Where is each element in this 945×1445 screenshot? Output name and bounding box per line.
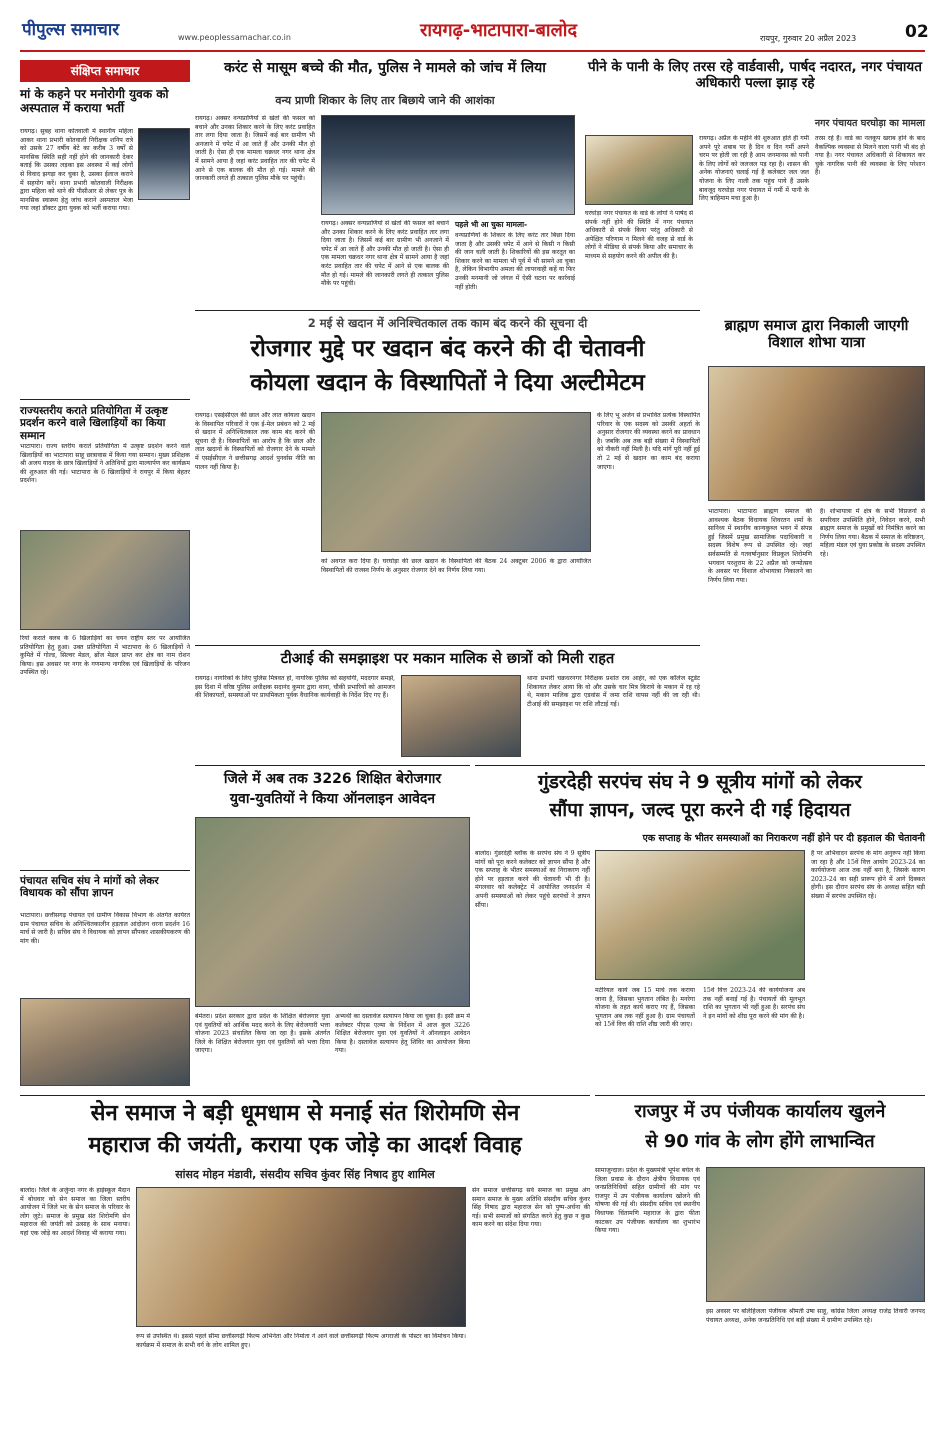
story4-body: रायगढ़। अक्सर वन्यप्राणियों से खेतों की फसल को बचाने और उनका शिकार करने के लिए करंट प्रवाहित तार लगा दिया जाता है। जिसमें कई बार ग्रामीण भी अनजाने में चपेट में आ जाते हैं और उनकी मौत हो जाती है। ऐसा ही एक मामला चक्रधर नगर थाना क्षेत्र में सामने आया है जहां करंट प्रवाहित तार की चपेट में आने से एक बालक की मौत हो गई। मामले की जानकारी लगते ही तत्काल पुलिस मौके पर पहुंची। [195,115,315,183]
masthead-rule [20,50,925,52]
divider [195,310,700,311]
story7-body: भाटापारा। भाटापारा ब्राह्मण समाज की आवश्यक बैठक विधायक शिवरतन शर्मा के सानिध्य में स्थानीय कान्यकुब्ज भवन में संपन्न हुई जिसमें प्रमुख सामाजिक पदाधिकारी व सदस्य विशेष रूप से उपस्थित रहे। जहां सर्वसम्मति से गतवर्षानुसार विप्रकुल शिरोमणि भगवान परशुराम के 22 अप्रैल को जन्मोत्सव के अवसर पर विशाल शोभायात्रा निकालने का निर्णय लिया गया। [708,508,812,584]
story6-photo [321,412,591,552]
story7-body2: है। शोभायात्रा में क्षेत्र के सभी विप्रजनों से सपरिवार उपस्थिति होने, निवेदन करने, सभी ब्राह्मण समाज के प्रमुखों को निमंत्रित करने का निर्णय लिया गया। बैठक में समाज के वरिष्ठजन, महिला मंडल एवं युवा प्रकोष्ठ के सदस्य उपस्थित रहे। [820,508,925,558]
divider [20,870,190,871]
story-water-shortage [585,60,925,305]
divider [195,765,470,766]
story10-title-line1: गुंडरदेही सरपंच संघ ने 9 सूत्रीय मांगों को लेकर [538,771,862,793]
story8-body: रायगढ़। नागरिकों के लिए पुलिस मित्रवत हो, नागरिक पुलिस को सहयोगी, मददगार समझें, इस दिशा में वरिष्ठ पुलिस अधीक्षक सदानंद कुमार द्वारा थाना, चौकी प्रभारियों को आमजन की शिकायतों, समस्याओं पर प्राथमिकता पूर्वक वैधानिक कार्यवाही के निर्देश दिए गए हैं। [195,675,395,700]
brief-story2-photo [20,530,190,630]
website-url[interactable]: www.peoplessamachar.co.in [178,33,291,42]
story4-title: करंट से मासूम बच्चे की मौत, पुलिस ने मामले को जांच में लिया [224,60,546,76]
story5-body3: तरस रहे हैं। वार्ड का नलकूप खराब होने के बाद वैकल्पिक व्यवस्था से मिलने वाला पानी भी बंद हो गया है। नगर पंचायत अधिकारी से शिकायत कर चुके नागरिक पानी की व्यवस्था के लिए परेशान हैं। [815,135,925,177]
divider [195,645,700,646]
story6-title-line1: रोजगार मुद्दे पर खदान बंद करने की दी चेतावनी [250,336,645,362]
story-rajpur-office [595,1095,925,1435]
story12-body2: इस अवसर पर बलिहिजला पंजीयक श्रीमती उषा साहू, कांग्रेस जिला अध्यक्ष राजेंद्र तिवारी जनपद पंचायत अध्यक्ष, अनेक जनप्रतिनिधि एवं बड़ी संख्या में ग्रामीण उपस्थित रहे। [706,1308,925,1324]
brief-story2-body2: रियो कराते क्लब के 6 खिलाड़ियों का चयन राष्ट्रीय स्तर पर आयोजित प्रतियोगिता हेतु हुआ। उक्त प्रतियोगिता में भाटापारा के 6 खिलाड़ियों ने कुमिते में गोल्ड, सिल्वर मेडल, ब्रोंज मेडल प्राप्त कर क्षेत्र का नाम रोशन किया। इस अवसर पर नगर के गणमान्य नागरिक एवं खिलाड़ियों के परिजन उपस्थित रहे। [20,635,190,677]
page-number: 02 [905,22,929,42]
story11-title-line2: महाराज की जयंती, कराया एक जोड़े का आदर्श विवाह [88,1133,522,1158]
divider [20,1095,590,1096]
story4-subtitle: वन्य प्राणी शिकार के लिए तार बिछाये जाने की आशंका [275,94,495,107]
divider [475,765,925,766]
story8-body2: थाना प्रभारी चक्रधरनगर निरीक्षक प्रशांत राव आहेर, को एक कॉलेज स्टूडेंट शिकायत लेकर आया कि वो और उसके चार मित्र किराये के मकान में रह रहे थे, मकान मालिक द्वारा एडवांस में जमा राशि वापस नहीं की जा रही थी। टीआई की समझाइश पर राशि लौटाई गई। [527,675,700,708]
brief-story1-title: मां के कहने पर मनोरोगी युवक को अस्पताल में कराया भर्ती [20,87,169,116]
story5-title: पीने के पानी के लिए तरस रहे वार्डवासी, पार्षद नदारत, नगर पंचायत अधिकारी पल्ला झाड़ रहे [588,59,922,91]
story6-title-line2: कोयला खदान के विस्थापितों ने दिया अल्टीमेटम [250,370,645,396]
story-current-death [195,60,575,305]
story-brahmin-samaj [708,310,925,760]
brief-story3-photo [20,998,190,1086]
story9-title-line1: जिले में अब तक 3226 शिक्षित बेरोजगार [223,771,442,787]
story10-body3: 15वें वित्त 2023-24 की कार्ययोजना अब तक नहीं बनाई गई है। पंचायतों की मूलभूत राशि का भुगतान भी नहीं हुआ है। सरपंच संघ ने इन मांगों को शीघ्र पूरा करने की मांग की है। [703,987,805,1020]
story6-body: रायगढ़। एसईसीएल की छाल और लात कोयला खदान के विस्थापित परिवारों ने एक ई-मेल प्रबंधन को 2 मई से खदान में अनिश्चितकाल तक काम बंद करने की सूचना दी है। विस्थापितों का आरोप है कि छाल और लात खदानों के विस्थापितों को रोजगार देने के मामले में एसईसीएल ने छत्तीसगढ़ आदर्श पुनर्वास नीति का पालन नहीं किया है। [195,412,315,471]
story6-body2: को अवगत करा दिया है। घरघोड़ा की छाल खदान के विस्थापितों की बैठक 24 अक्टूबर 2006 के द्वारा आयोजित विस्थापितों की राजस्व निर्णय के अनुसार रोजगार देने का निर्णय लिया गया। [321,558,591,574]
story10-photo [595,850,805,980]
issue-date: रायपुर, गुरुवार 20 अप्रैल 2023 [760,34,857,43]
story6-kicker: 2 मई से खदान में अनिश्चितकाल तक काम बंद करने की सूचना दी [307,316,588,330]
logo-text: पीपुल्स समाचार [22,20,120,40]
brief-story1-body: रायगढ़। सुबह थाना कोतवाली में स्थानीय महिला आकर थाना प्रभारी कोतवाली निरीक्षक शनिप रात्रे को उसके 27 वर्षीय बेटे का करीब 3 वर्षों से मानसिक स्थिति सही नहीं होने की जानकारी देकर बताई कि उसका लड़का इस अवस्था में कई लोगों से विवाद झगड़ा कर चुका है, उसका ईलाज कराने में सहयोग करें। थाना प्रभारी कोतवाली निरीक्षक द्वारा महिला को थाने की पीसीआर से लेकर पुत्र के मानसिक स्वास्थ्य हेतु जांच कराने अस्पताल भेजा गया जहां डॉक्टर द्वारा युवक को भर्ती कराया गया। [20,128,133,213]
brief-story2-title: राज्यस्तरीय कराते प्रतियोगिता में उत्कृष्ट प्रदर्शन करने वाले खिलाड़ियों का किया सम्मान [20,405,168,442]
story11-subtitle: सांसद मोहन मंडावी, संसदीय सचिव कुंवर सिंह निषाद हुए शामिल [175,1168,435,1181]
story11-body: बालोद। जिले के अर्जुन्दा नगर के हाईस्कूल मैदान में बोधवार को सेन समाज का जिला स्तरीय आयोजन में जिले भर के सेन समाज के परिवार के लोग जुटे। समाज के प्रमुख संत शिरोमणि सेन महाराज की जयंती को उत्साह के साथ मनाया। यहां एक जोड़े का आदर्श विवाह भी कराया गया। [20,1187,130,1237]
story-sen-samaj [20,1095,590,1435]
brief-story2-body: भाटापारा। राज्य स्तरीय कराते प्रतियोगिता में उत्कृष्ट प्रदर्शन करने वाले खिलाड़ियों का भाटापारा साहू छात्रावास में किया गया सम्मान। मुख्य प्रशिक्षक श्री अजय यादव के छात्र खिलाड़ियों ने अतिथियों द्वारा माल्यार्पण कर कार्यक्रम की शुरुआत की गई। भाटापारा के 6 खिलाड़ियों ने रायपुर में किया बेहतर प्रदर्शन। [20,443,190,485]
divider [595,1095,925,1096]
story4-caption: पहले भी आ चुका मामला- [455,220,528,229]
story12-photo [706,1167,925,1302]
story4-body3: रायगढ़। अक्सर वन्यप्राणियों से खेतों की फसल को बचाने और उनका शिकार करने के लिए करंट प्रवाहित तार लगा दिया जाता है। जिसमें कई बार ग्रामीण भी अनजाने में चपेट में आ जाते हैं और उनकी मौत हो जाती है। ऐसा ही एक मामला चक्रधर नगर थाना क्षेत्र में सामने आया है जहां करंट प्रवाहित तार की चपेट में आने से एक बालक की मौत हो गई। मामले की जानकारी लगते ही तत्काल पुलिस मौके पर पहुंची। [321,220,449,288]
story5-body2: घरघोड़ा नगर पंचायत के वार्ड के लोगों ने पार्षद से संपर्क नहीं होने की स्थिति में नगर पंचायत अधिकारी से संपर्क किया परंतु अधिकारी से अपेक्षित परिणाम न मिलने की वजह से वार्ड के लोगों ने मीडिया से संपर्क किया और समाचार के माध्यम से सहयोग करने की अपील की है। [585,210,693,260]
brief-story3-title: पंचायत सचिव संघ ने मांगों को लेकर विधायक को सौंपा ज्ञापन [20,875,159,900]
story10-body2: मटेरियल कार्य जब 15 मार्च तक कराया जाना है, जिसका भुगतान लंबित है। मनरेगा योजना के तहत कार्य कराए गए हैं, जिसका भुगतान अब तक नहीं हुआ है। ग्राम पंचायतों को 15वें वित्त की राशि शीघ्र जारी की जाए। [595,987,695,1029]
story10-title-line2: सौंपा ज्ञापन, जल्द पूरा करने दी गई हिदायत [549,799,851,821]
story8-title: टीआई की समझाइश पर मकान मालिक से छात्रों को मिली राहत [280,651,615,667]
story7-title: ब्राह्मण समाज द्वारा निकाली जाएगी विशाल शोभा यात्रा [724,318,909,352]
brief-news-column [20,60,190,1090]
story11-body2: रूप से उपस्थित थे। इससे पहले सीमा छत्तीसगढ़ी फिल्म अभिनेता और निर्माता ने आने वाले छत्तीसगढ़ी फिल्म अगराजी के पोस्टर का विमोचन किया। कार्यक्रम में समाज के सभी वर्ग के लोग शामिल हुए। [136,1333,466,1349]
newspaper-logo [22,20,119,40]
story9-body: बेमेतरा। प्रदेश सरकार द्वारा प्रदेश के शिक्षित बेरोजगार युवा एवं युवतियों को आर्थिक मदद करने के लिए बेरोजगारी भत्ता योजना 2023 संचालित किया जा रहा है। इसके अंतर्गत जिले के शिक्षित बेरोजगार युवा एवं युवतियों को भत्ता दिया जाएगा। [195,1013,330,1055]
story7-photo [708,366,925,501]
story10-subtitle: एक सप्ताह के भीतर समस्याओं का निराकरण नहीं होने पर दी हड़ताल की चेतावनी [642,833,925,844]
story9-body2: अभ्यर्थी का दस्तावेज सत्यापन किया जा चुका है। इसी क्रम में कलेक्टर पीएस एल्मा के निर्देशन में आज कुल 3226 शिक्षित बेरोजगार युवा एवं युवतियों ने ऑनलाइन आवेदन किया है। दस्तावेज सत्यापन हेतु शिविर का आयोजन किया गया। [335,1013,470,1055]
masthead [0,0,945,50]
story11-photo [136,1187,466,1327]
story12-body: सामाजुन्दाल। प्रदेश के मुख्यमंत्री भूपेश बघेल के जिला प्रवास के दौरान क्षेत्रीय विधायक एवं जनप्रतिनिधियों सहित ग्रामीणों की मांग पर राजपुर में उप पंजीयक कार्यालय खोलने की घोषणा की गई थी। संसदीय सचिव एवं स्थानीय विधायक चिंतामणि महाराज के द्वारा फीता काटकर उप पंजीयक कार्यालय का शुभारंभ किया गया। [595,1167,700,1235]
story4-body2: वन्यप्राणियों के शिकार के लिए करंट तार बिछा दिया जाता है और उसकी चपेट में आने से किसी न किसी की जान चली जाती है। शिकारियों की इस करतूत का शिकार करने का मामला भी पूर्व में भी सामने आ चुका है, लेकिन विभागीय अमला की लापरवाही कहें या फिर उनकी मनमानी जो जंगल में ऐसी घटना पर कार्रवाई नहीं होती। [455,232,575,291]
brief-story1-photo [138,128,190,200]
story11-body3: सेन समाज छत्तीसगढ़ सर्व समाज का प्रमुख अंग समान समाज के मुख्य अतिथि संसदीय सचिव कुंवर सिंह निषाद द्वारा महाराज सेन को पुष्प-अर्चना की गई। सभी समाजों को संगठित करने हेतु कुछ न कुछ काम करने का संदेश दिया गया। [472,1187,590,1229]
story9-photo [195,817,470,1007]
story-ti-relief [195,645,700,760]
story12-title-line2: से 90 गांव के लोग होंगे लाभान्वित [645,1131,875,1152]
brief-story3-body: भाटापारा। छत्तीसगढ़ पंचायत एवं ग्रामीण विकास विभाग के अंतर्गत कार्यरत ग्राम पंचायत सचिव के अनिश्चितकालीन हड़ताल आंदोलन धरना प्रदर्शन 16 मार्च से जारी है। सचिव संघ ने विधायक को ज्ञापन सौंपकर शासकीयकरण की मांग की। [20,912,190,945]
story11-title-line1: सेन समाज ने बड़ी धूमधाम से मनाई संत शिरोमणि सेन [90,1101,520,1126]
story5-subtitle: नगर पंचायत घरघोड़ा का मामला [814,118,925,129]
story-coal-mine [195,310,700,640]
story12-title-line1: राजपुर में उप पंजीयक कार्यालय खुलने [634,1101,886,1122]
story10-body4: है पर अभिवादन सरपंच के मांग अनुरूप नहीं किया जा रहा है और 15वें वित्त आयोग 2023-24 का कार्ययोजना आज तक नहीं बना है, जिसके कारण 2023-24 का सही प्रारूप होने में आगे दिक्कत होगी। इस दौरान सरपंच संघ के अध्यक्ष सहित बड़ी संख्या में सरपंच उपस्थित रहे। [811,850,925,900]
story9-title-line2: युवा-युवतियों ने किया ऑनलाइन आवेदन [229,791,436,807]
story10-body: बालोद। गुंडरदेही ब्लॉक के सरपंच संघ ने 9 सूत्रीय मांगों को पूरा करने कलेक्टर को ज्ञापन सौंपा है और एक सप्ताह के भीतर समस्याओं का निराकरण नहीं होने पर हड़ताल करने की चेतावनी भी दी है। मंगलवार को कलेक्ट्रेट में आयोजित जनदर्शन में अपनी समस्याओं को लेकर पहुंचे सरपंचों ने ज्ञापन सौंपा। [475,850,590,909]
story6-body3: के लिए भू अर्जन से प्रभावित प्रत्येक विस्थापित परिवार के एक सदस्य को उसकी अहर्ता के अनुसार रोजगार की व्यवस्था करने का प्रावधान है। जबकि अब तक बड़ी संख्या में विस्थापितों को नौकरी नहीं मिली है। यदि मांगें पूरी नहीं हुई तो 2 मई से खदान का काम बंद कराया जाएगा। [597,412,700,471]
story5-body: रायगढ़। अप्रैल के महीने की शुरुआत होते ही गर्मी अपने पूरे शबाब पर है दिन व दिन गर्मी अपने चरम पर होती जा रही है आम जनमानस को पानी के लिए लोगों को जलजल पड़ रहा है। शासन की अनेक योजनाएं चलाई गई है कलेक्टर जल जल योजना के लिए नाली तक पहुंच पाये हैं उसके बावजूद घरघोड़ा नगर पंचायत में गर्मी में पानी के लिए त्राहिमाम मचा हुआ है। [699,135,809,203]
section-title: रायगढ़-भाटापारा-बालोद [420,20,577,41]
story8-photo [401,675,521,757]
brief-heading: संक्षिप्त समाचार [20,60,190,82]
divider [20,399,190,400]
story5-photo [585,135,693,205]
story4-photo [321,115,575,215]
